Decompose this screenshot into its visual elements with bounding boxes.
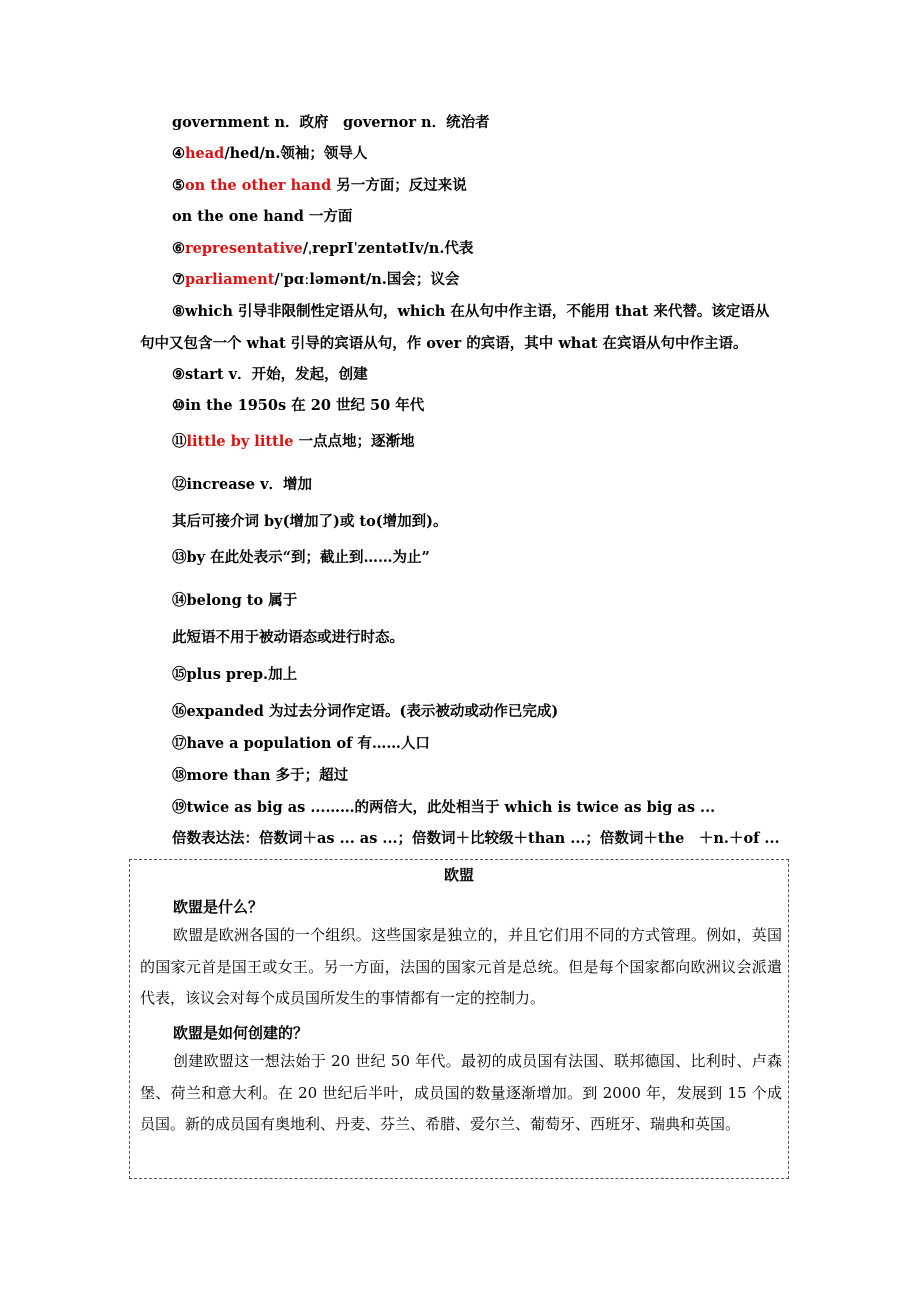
note-representative: ⑥representative/ˌreprIˈzentətIv/n.代表 xyxy=(172,240,474,257)
note-belong-to-usage: 此短语不用于被动语态或进行时态。 xyxy=(172,629,404,646)
note-expanded: ⑯expanded 为过去分词作定语。(表示被动或动作已完成) xyxy=(172,703,559,720)
keyword-head: head xyxy=(185,145,225,162)
translation-title: 欧盟 xyxy=(443,866,474,884)
note-government: government n．政府 governor n．统治者 xyxy=(172,114,490,131)
paragraph-what-is-eu: 欧盟是欧洲各国的一个组织。这些国家是独立的，并且它们用不同的方式管理。例如，英国的国家元首是国王或女王。另一方面，法国的国家元首是总统。但是每个国家都向欧洲议会派遣代表，该议会对每个成员国所发生的事情都有一定的控制力。 xyxy=(140,926,782,1007)
note-twice-as-big: ⑲twice as big as ...……的两倍大，此处相当于 which is twice as big as ... xyxy=(172,799,716,816)
note-on-the-one-hand: on the one hand 一方面 xyxy=(172,208,353,225)
note-population: ⑰have a population of 有……人口 xyxy=(172,735,430,752)
note-head: ④head/hed/n.领袖；领导人 xyxy=(172,145,368,162)
question-what-is-eu: 欧盟是什么？ xyxy=(173,898,264,916)
note-which-clause: ⑧which 引导非限制性定语从句，which 在从句中作主语，不能用 that 来代替。该定语从句中又包含一个 what 引导的宾语从句，作 over 的宾语，其中 what 在宾语从句中作主语。 xyxy=(140,303,770,352)
note-belong-to: ⑭belong to 属于 xyxy=(172,592,298,609)
question-how-eu-created: 欧盟是如何创建的？ xyxy=(173,1024,309,1042)
note-little-by-little: ⑪little by little 一点点地；逐渐地 xyxy=(172,433,415,450)
keyword-on-the-other-hand: on the other hand xyxy=(185,177,332,194)
keyword-little-by-little: little by little xyxy=(186,433,294,450)
note-plus: ⑮plus prep.加上 xyxy=(172,666,298,683)
note-start: ⑨start v．开始，发起，创建 xyxy=(172,366,368,383)
keyword-parliament: parliament xyxy=(185,271,275,288)
note-on-the-other-hand: ⑤on the other hand 另一方面；反过来说 xyxy=(172,177,467,194)
note-increase-usage: 其后可接介词 by(增加了)或 to(增加到)。 xyxy=(172,513,448,530)
note-parliament: ⑦parliament/ˈpɑːləmənt/n.国会；议会 xyxy=(172,271,460,288)
note-by: ⑬by 在此处表示“到；截止到……为止” xyxy=(172,549,430,566)
note-increase: ⑫increase v．增加 xyxy=(172,476,313,493)
note-1950s: ⑩in the 1950s 在 20 世纪 50 年代 xyxy=(172,397,425,414)
note-multiple-expressions: 倍数表达法：倍数词＋as ... as ...；倍数词＋比较级＋than ...；倍数词＋the ＋n.＋of ... xyxy=(172,830,780,847)
translation-box xyxy=(129,859,789,1179)
keyword-representative: representative xyxy=(185,240,303,257)
paragraph-how-eu-created: 创建欧盟这一想法始于 20 世纪 50 年代。最初的成员国有法国、联邦德国、比利时、卢森堡、荷兰和意大利。在 20 世纪后半叶，成员国的数量逐渐增加。到 2000 年，发展到 15 个成员国。新的成员国有奥地利、丹麦、芬兰、希腊、爱尔兰、葡萄牙、西班牙、瑞典和英国。 xyxy=(140,1052,782,1133)
note-more-than: ⑱more than 多于；超过 xyxy=(172,767,349,784)
